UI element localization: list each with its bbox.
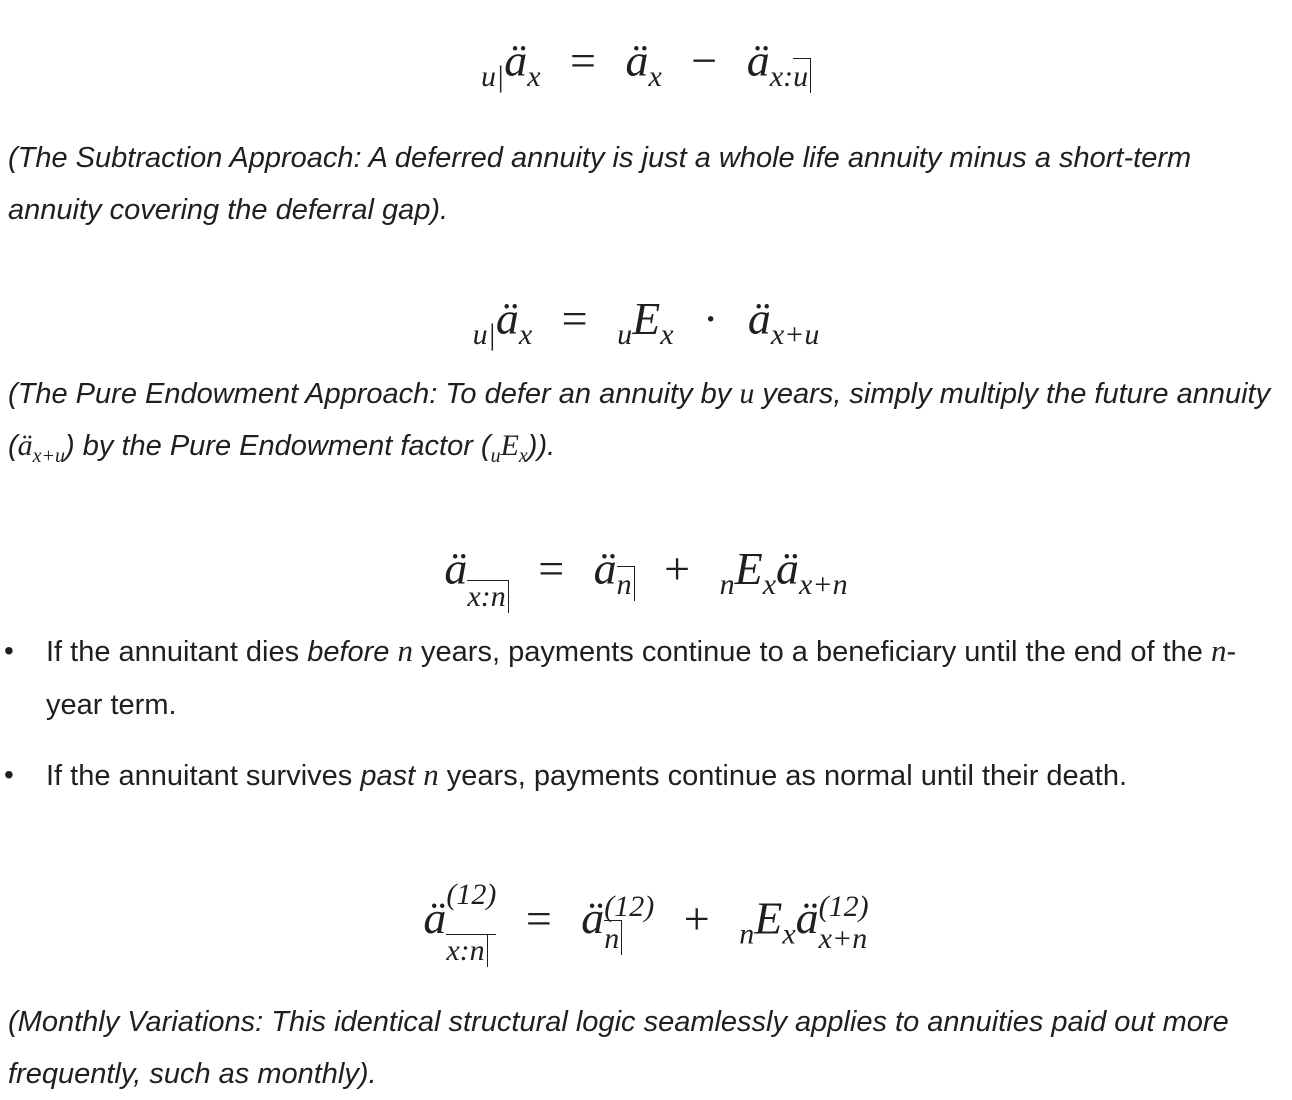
subscript: x+u	[770, 318, 820, 351]
angle-term-n: n	[604, 920, 622, 955]
angle-term-n: n	[617, 566, 635, 601]
subscript	[617, 566, 635, 601]
bullet-text: If the annuitant survives	[46, 760, 361, 792]
superscript: (12)	[818, 890, 869, 923]
note-monthly-variations: (Monthly Variations: This identical structural logic seamlessly applies to annuities paid out more frequently, such as monthly).	[8, 1006, 1229, 1090]
plus-sign: +	[683, 892, 710, 944]
emphasis: past	[360, 760, 416, 792]
minus-sign: −	[691, 35, 718, 86]
endowment-symbol: E	[754, 892, 783, 944]
equals-sign: =	[538, 543, 565, 594]
annuity-symbol: ä	[747, 293, 771, 344]
subscript: x	[518, 318, 533, 351]
bullet-list	[0, 624, 1292, 819]
subscript: x	[782, 917, 796, 951]
endowment-prefix: u	[617, 318, 633, 351]
plus-sign: +	[664, 543, 691, 594]
equals-sign: =	[525, 892, 552, 944]
subscript: x	[762, 568, 777, 601]
endowment-prefix: n	[739, 917, 755, 951]
angle-term-n: n	[491, 580, 509, 613]
bullet-text: -year term.	[46, 636, 1237, 721]
endowment-symbol: E	[500, 429, 519, 462]
superscript: (12)	[446, 878, 497, 911]
note-subtraction-approach: (The Subtraction Approach: A deferred annuity is just a whole life annuity minus a short-term annuity covering the deferral gap).	[8, 142, 1192, 226]
subscript: x	[648, 60, 662, 93]
subscript-x: x:	[769, 60, 794, 93]
list-item	[0, 624, 1246, 732]
variable-n: n	[397, 633, 413, 668]
endowment-symbol: E	[632, 293, 661, 344]
subscript-x: x:	[467, 580, 491, 613]
annuity-symbol: ä	[593, 543, 617, 594]
subscript: x+n	[799, 568, 848, 601]
annuity-symbol: ä	[423, 892, 447, 944]
variable-n: n	[423, 757, 439, 792]
variable-n: n	[1210, 633, 1227, 668]
annuity-symbol: ä	[444, 543, 468, 594]
subscript: x+n	[818, 922, 868, 955]
note-endowment-approach	[8, 368, 1288, 482]
annuity-symbol: ä	[581, 892, 605, 944]
equals-sign: =	[561, 293, 588, 344]
endowment-prefix: n	[719, 568, 735, 601]
dot-operator: ·	[703, 293, 719, 344]
note-text: )).	[527, 430, 556, 462]
angle-term-u: u	[793, 58, 811, 93]
endowment-symbol: E	[734, 543, 763, 594]
emphasis: before	[307, 636, 390, 668]
note-text: years, simply multiply the future annuity (	[8, 378, 1271, 462]
formula-monthly-annuity	[0, 880, 1292, 966]
superscript: (12)	[604, 890, 655, 923]
bullet-text: If the annuitant dies	[46, 636, 308, 668]
note-text: ) by the Pure Endowment factor (	[65, 430, 491, 462]
formula-deferred-subtraction	[0, 35, 1292, 93]
endowment-prefix: u	[490, 444, 501, 467]
subscript: x	[527, 60, 541, 93]
angle-term-n: n	[470, 934, 488, 967]
subscript: x	[660, 318, 674, 351]
list-item	[0, 748, 1246, 803]
annuity-symbol: ä	[746, 35, 770, 86]
subscript: x	[518, 444, 528, 467]
note-text: (The Pure Endowment Approach: To defer an annuity by	[8, 378, 740, 410]
subscript-x: x:	[446, 934, 470, 967]
subscript	[770, 58, 811, 93]
deferral-prefix: u|	[480, 60, 505, 93]
script-stack	[446, 880, 496, 966]
annuity-symbol: ä	[776, 543, 800, 594]
annuity-symbol: ä	[495, 293, 519, 344]
annuity-symbol: ä	[625, 35, 649, 86]
annuity-symbol: ä	[504, 35, 528, 86]
bullet-text: years, payments continue as normal until their death.	[438, 760, 1128, 792]
variable-u: u	[739, 377, 755, 410]
subscript	[467, 580, 508, 613]
bullet-text: years, payments continue to a beneficiary until the end of the	[412, 636, 1211, 668]
script-stack	[604, 892, 654, 954]
formula-guaranteed-annuity	[0, 543, 1292, 613]
annuity-symbol: ä	[795, 892, 819, 944]
equals-sign: =	[570, 35, 596, 86]
annuity-symbol: ä	[17, 429, 33, 462]
script-stack	[819, 892, 869, 954]
formula-deferred-endowment	[0, 293, 1292, 351]
deferral-prefix: u|	[472, 318, 496, 351]
subscript: x+u	[32, 444, 66, 467]
